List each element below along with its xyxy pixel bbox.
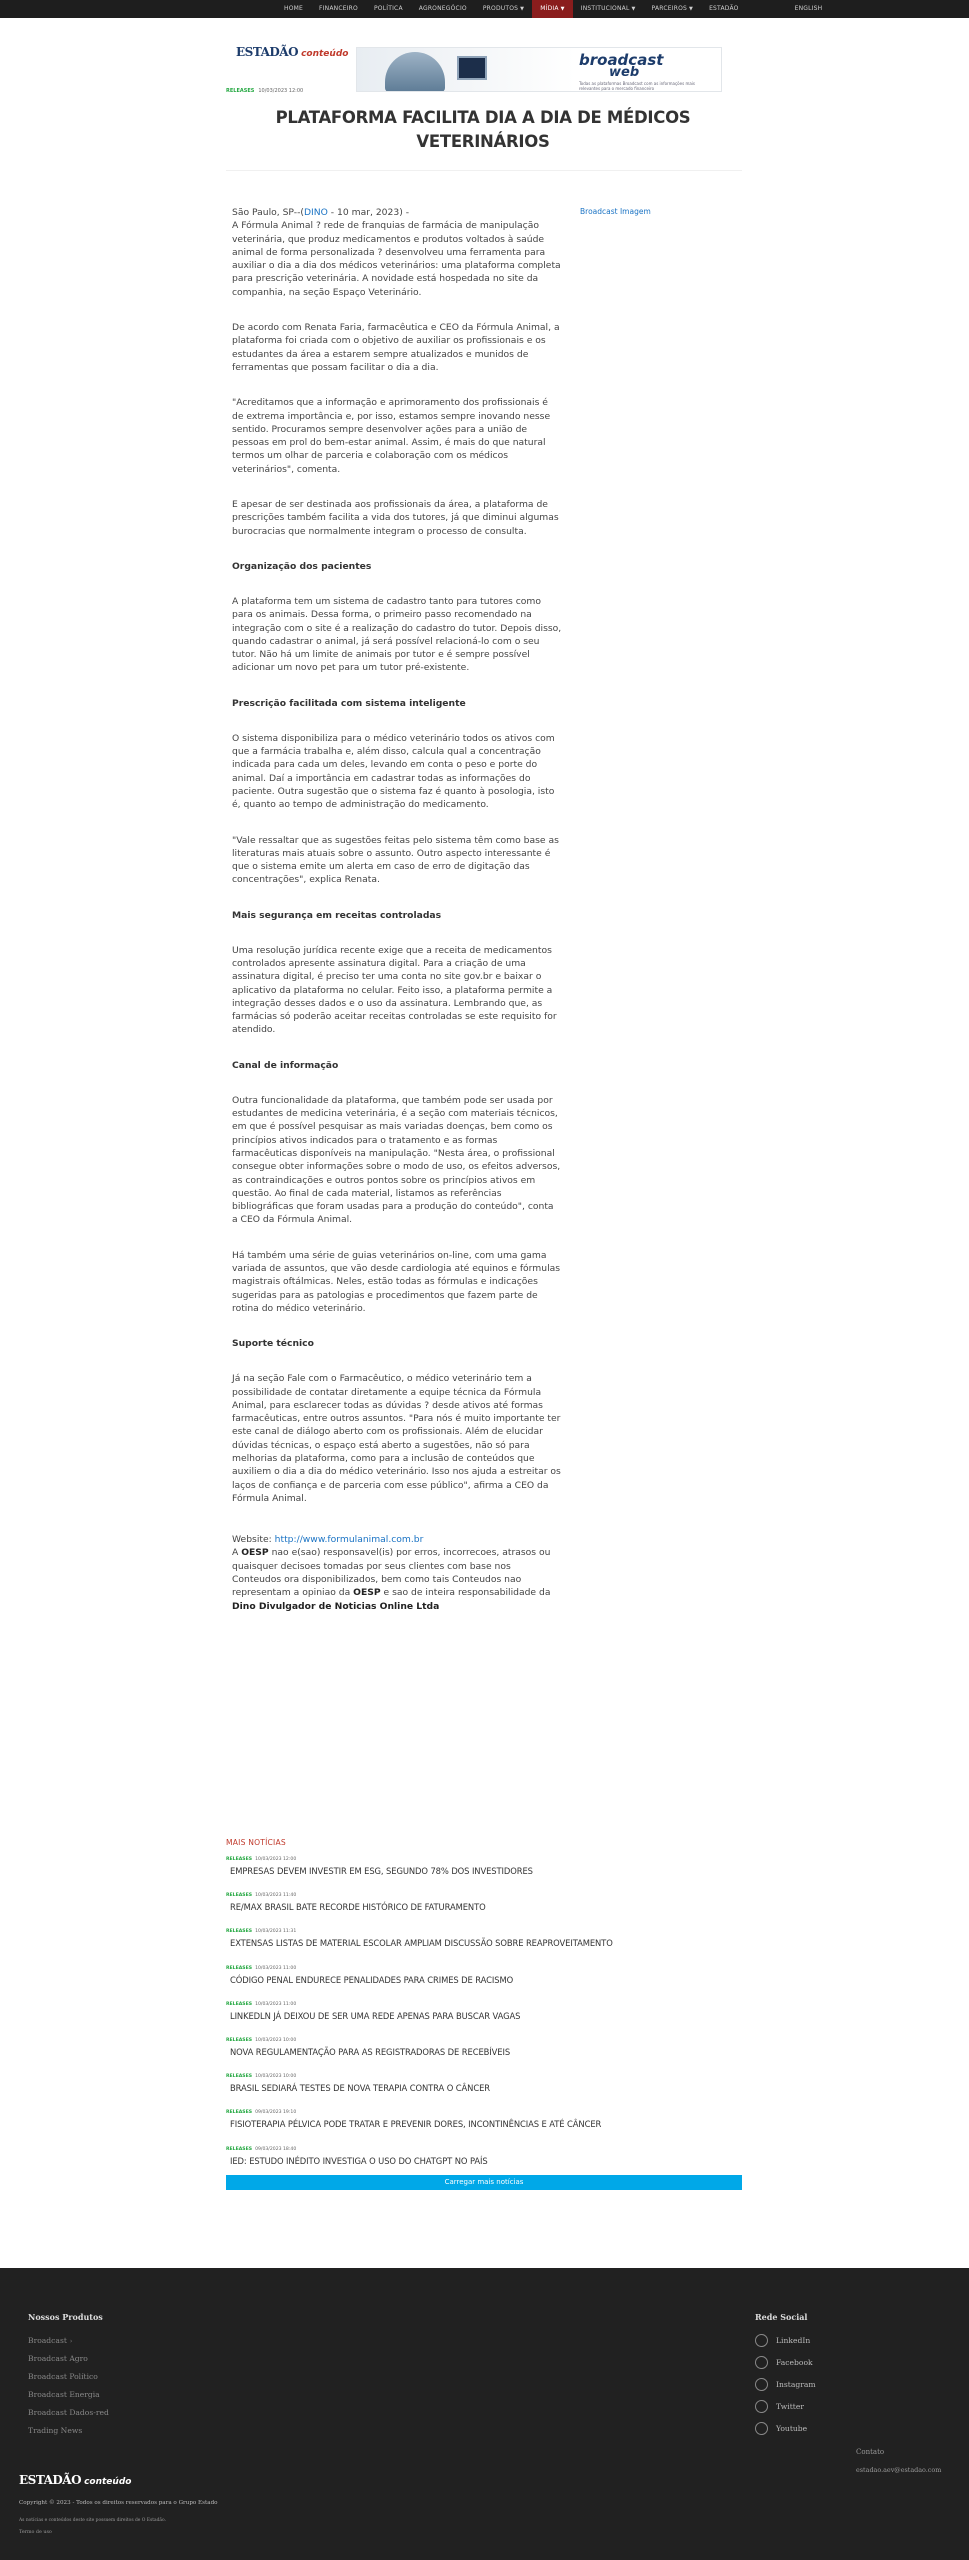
news-headline[interactable]: CÓDIGO PENAL ENDURECE PENALIDADES PARA CRIMES DE RACISMO xyxy=(230,1974,514,1985)
logo-sub: conteúdo xyxy=(84,2477,132,2487)
chevron-right-icon: › xyxy=(69,2338,73,2345)
chevron-down-icon: ▼ xyxy=(689,6,694,12)
nav-label: MÍDIA xyxy=(540,5,559,12)
article-body xyxy=(232,206,562,1635)
article-title: PLATAFORMA FACILITA DIA A DIA DE MÉDICOS VETERINÁRIOS xyxy=(275,108,691,151)
news-date: 10/03/2023 11:40 xyxy=(255,1893,297,1899)
dino-source-link[interactable]: DINO xyxy=(303,207,328,218)
nav-label: INSTITUCIONAL xyxy=(580,5,630,12)
news-item[interactable] xyxy=(226,2147,742,2169)
news-date: 10/03/2023 10:00 xyxy=(255,2074,297,2080)
banner-tagline: Todas as plataformas Broadcast com as informações mais relevantes para o mercado financeiro xyxy=(579,81,695,91)
dateline-prefix: São Paulo, SP--( xyxy=(232,207,304,218)
nav-item-agronegocio[interactable]: AGRONEGÓCIO xyxy=(418,5,467,12)
youtube-icon xyxy=(755,2422,768,2435)
news-meta xyxy=(226,2110,742,2115)
nav-item-english[interactable]: ENGLISH xyxy=(794,5,823,12)
news-meta xyxy=(226,2002,742,2007)
social-title: Rede Social xyxy=(755,2312,808,2322)
news-headline[interactable]: NOVA REGULAMENTAÇÃO PARA AS REGISTRADORAS DE RECEBÍVEIS xyxy=(230,2046,511,2057)
banner-word-broadcast: broadcast xyxy=(579,51,664,69)
paragraph-5: A plataforma tem um sistema de cadastro tanto para tutores como para os animais. Dessa forma, o primeiro passo recomendado na integração com o site é a realização do cadastro do tutor. Depois disso, quando cadastrar o animal, já será possível relacioná-lo com o seu tutor. Não há um limite de animais por tutor e é sempre possível adicionar um novo pet para um tutor pré-existente. xyxy=(232,595,562,674)
article-meta xyxy=(226,88,303,94)
footer-link-broadcast-dados[interactable]: Broadcast Dados-red xyxy=(28,2408,109,2417)
social-label: Facebook xyxy=(776,2358,813,2367)
footer-link-broadcast-agro[interactable]: Broadcast Agro xyxy=(28,2354,88,2363)
news-date: 10/03/2023 11:00 xyxy=(255,2001,297,2007)
news-date: 10/03/2023 12:00 xyxy=(255,1857,297,1862)
paragraph-4: E apesar de ser destinada aos profissionais da área, a plataforma de prescrições também facilita a vida dos tutores, já que diminui algumas burocracias que normalmente integram o processo de consulta. xyxy=(232,499,559,537)
facebook-icon xyxy=(755,2356,768,2369)
news-headline[interactable]: FISIOTERAPIA PÉLVICA PODE TRATAR E PREVENIR DORES, INCONTINÊNCIAS E ATÉ CÂNCER xyxy=(230,2119,602,2130)
news-item[interactable] xyxy=(226,1966,742,2002)
disclaimer-dino: Dino Divulgador de Noticias Online Ltda xyxy=(232,1600,440,1612)
footer-link-broadcast-politico[interactable]: Broadcast Político xyxy=(28,2372,98,2381)
news-item[interactable] xyxy=(226,1857,742,1893)
release-badge[interactable]: RELEASES xyxy=(226,2037,253,2043)
release-badge[interactable]: RELEASES xyxy=(226,2146,253,2152)
article-lead xyxy=(232,206,562,299)
nav-item-produtos[interactable] xyxy=(475,0,532,18)
linkedin-icon xyxy=(755,2334,768,2347)
news-item[interactable] xyxy=(226,2074,742,2110)
release-badge[interactable]: RELEASES xyxy=(226,2110,253,2116)
subheading-prescricao: Prescrição facilitada com sistema inteligente xyxy=(232,697,466,709)
news-headline[interactable]: EMPRESAS DEVEM INVESTIR EM ESG, SEGUNDO 78% DOS INVESTIDORES xyxy=(230,1866,533,1876)
chevron-down-icon: ▼ xyxy=(520,6,525,12)
disclaimer-part-2: nao e(sao) responsavel(is) por erros, incorrecoes, atrasos ou quaisquer decisoes tomadas por seus clientes com base nos Conteudos ora disponibilizados, bem como tais Conteudos nao representam a opiniao da xyxy=(232,1547,551,1599)
twitter-icon xyxy=(755,2400,768,2413)
news-meta xyxy=(226,2074,742,2079)
nav-item-home[interactable]: HOME xyxy=(284,5,304,12)
news-item[interactable] xyxy=(226,2002,742,2038)
paragraph-1: A Fórmula Animal ? rede de franquias de farmácia de manipulação veterinária, que produz medicamentos e produtos voltados à saúde animal de forma personalizada ? desenvolveu uma ferramenta para auxiliar o dia a dia dos médicos veterinários: uma plataforma completa para prescrição veterinária. A novidade está hospedada no site da companhia, na seção Espaço Veterinário. xyxy=(232,220,561,298)
news-headline[interactable]: LINKEDLN JÁ DEIXOU DE SER UMA REDE APENAS PARA BUSCAR VAGAS xyxy=(230,2010,521,2021)
social-facebook[interactable] xyxy=(755,2356,813,2369)
news-date: 10/03/2023 11:00 xyxy=(255,1965,297,1971)
top-navigation xyxy=(0,0,969,18)
news-item[interactable] xyxy=(226,1929,742,1965)
release-badge[interactable]: RELEASES xyxy=(226,1929,253,1935)
paragraph-8: Uma resolução jurídica recente exige que a receita de medicamentos controlados apresente assinatura digital. Para a criação de uma assinatura digital, é preciso ter uma conta no site gov.br e baixar o aplicativo da plataforma no celular. Feito isso, a plataforma permite a integração desses dados e o uso da assinatura. Lembrando que, as farmácias só poderão aceitar receitas controladas se este requisito for atendido. xyxy=(232,944,557,1036)
paragraph-2: De acordo com Renata Faria, farmacêutica e CEO da Fórmula Animal, a plataforma foi criada com o objetivo de auxiliar os profissionais e os estudantes da área a estarem sempre atualizados e munidos de ferramentas que possam facilitar o dia a dia. xyxy=(232,322,560,373)
social-label: LinkedIn xyxy=(776,2336,811,2345)
news-meta xyxy=(226,1966,742,1971)
chevron-down-icon: ▼ xyxy=(631,6,636,12)
social-youtube[interactable] xyxy=(755,2422,807,2435)
dateline-suffix: - 10 mar, 2023) - xyxy=(327,207,410,218)
contact-label: Contato xyxy=(856,2448,885,2456)
news-meta xyxy=(226,1893,742,1898)
fine-print-text: As notícias e conteúdos deste site possuem direitos de O Estadão. xyxy=(19,2518,166,2523)
footer-link-trading-news[interactable]: Trading News xyxy=(28,2426,83,2435)
paragraph-3: "Acreditamos que a informação e aprimoramento dos profissionais é de extrema importância e, por isso, estamos sempre inovando nesse sentido. Procuramos sempre desenvolver ações para a união de pessoas em prol do bem-estar animal. Assim, é mais do que natural termos um olhar de parceria e colaboração com os médicos veterinários", comenta. xyxy=(232,397,551,475)
website-label: Website: xyxy=(232,1534,275,1546)
release-badge[interactable]: RELEASES xyxy=(226,1857,253,1862)
logo-main: ESTADÃO xyxy=(19,2473,82,2487)
social-label: Twitter xyxy=(776,2402,804,2411)
news-headline[interactable]: IED: ESTUDO INÉDITO INVESTIGA O USO DO CHATGPT NO PAÍS xyxy=(230,2155,488,2166)
banner-word-web: web xyxy=(609,65,640,80)
news-date: 10/03/2023 11:31 xyxy=(255,1929,297,1935)
news-meta xyxy=(226,2147,742,2152)
nav-item-estadao[interactable]: ESTADÃO xyxy=(709,5,739,12)
release-badge[interactable]: RELEASES xyxy=(226,88,255,94)
disclaimer-part-3: e sao de inteira responsabilidade da xyxy=(380,1587,551,1599)
subheading-suporte: Suporte técnico xyxy=(232,1338,314,1350)
disclaimer-part-1: A xyxy=(232,1547,242,1559)
footer-logo[interactable] xyxy=(19,2473,131,2487)
news-headline[interactable]: BRASIL SEDIARÁ TESTES DE NOVA TERAPIA CONTRA O CÂNCER xyxy=(230,2083,490,2094)
paragraph-10: Há também uma série de guias veterinários on-line, com uma gama variada de assuntos, que vão desde cardiologia até equinos e fórmulas magistrais oftálmicas. Neles, estão todas as fórmulas e indicações sugeridas para as patologias e procedimentos que fazem parte de rotina do médico veterinário. xyxy=(232,1249,561,1314)
estadao-conteudo-logo[interactable] xyxy=(236,45,348,59)
nav-label: PRODUTOS xyxy=(482,5,519,12)
disclaimer-oesp: OESP xyxy=(241,1547,269,1559)
subheading-seguranca: Mais segurança em receitas controladas xyxy=(232,909,442,921)
release-badge[interactable]: RELEASES xyxy=(226,1965,253,1971)
news-meta xyxy=(226,2038,742,2043)
nav-item-midia[interactable] xyxy=(532,0,573,18)
logo-sub: conteúdo xyxy=(301,49,349,59)
social-twitter[interactable] xyxy=(755,2400,804,2413)
news-headline[interactable]: RE/MAX BRASIL BATE RECORDE HISTÓRICO DE FATURAMENTO xyxy=(230,1902,486,1913)
release-badge[interactable]: RELEASES xyxy=(226,2074,253,2080)
news-meta xyxy=(226,1929,742,1934)
news-headline[interactable]: EXTENSAS LISTAS DE MATERIAL ESCOLAR AMPLIAM DISCUSSÃO SOBRE REAPROVEITAMENTO xyxy=(230,1938,613,1949)
terms-link[interactable]: Termo de uso xyxy=(19,2530,52,2535)
news-date: 10/03/2023 10:00 xyxy=(255,2037,297,2043)
article-date: 10/03/2023 12:00 xyxy=(258,88,304,94)
title-divider xyxy=(226,170,742,171)
release-badge[interactable]: RELEASES xyxy=(226,2001,253,2007)
news-item[interactable] xyxy=(226,2038,742,2074)
paragraph-6: O sistema disponibiliza para o médico veterinário todos os ativos com que a farmácia trabalha e, além disso, calcula qual a concentração indicada para cada um deles, levando em conta o peso e porte do animal. Daí a importância em cadastrar todas as informações do paciente. Outra sugestão que o sistema faz é quanto à posologia, isto é, quanto ao tempo de administração do medicamento. xyxy=(232,732,555,811)
more-news-header: MAIS NOTÍCIAS xyxy=(226,1838,286,1847)
news-meta xyxy=(226,1857,742,1862)
release-badge[interactable]: RELEASES xyxy=(226,1893,253,1899)
site-footer xyxy=(0,2268,969,2560)
nav-item-institucional[interactable] xyxy=(573,0,644,18)
social-instagram[interactable] xyxy=(755,2378,816,2391)
products-title: Nossos Produtos xyxy=(28,2312,103,2322)
news-date: 09/03/2023 19:10 xyxy=(255,2110,297,2116)
more-news-section xyxy=(226,1838,742,2190)
contact-email-link[interactable]: estadao.aev@estadao.com xyxy=(856,2466,942,2474)
chevron-down-icon: ▼ xyxy=(560,6,565,12)
instagram-icon xyxy=(755,2378,768,2391)
nav-item-financeiro[interactable]: FINANCEIRO xyxy=(319,5,358,12)
broadcast-web-banner[interactable] xyxy=(356,47,722,92)
footer-link-label: Broadcast xyxy=(28,2336,67,2345)
social-linkedin[interactable] xyxy=(755,2334,810,2347)
image-credit-link[interactable]: Broadcast Imagem xyxy=(580,207,651,216)
news-date: 09/03/2023 18:40 xyxy=(255,2146,297,2152)
logo-main: ESTADÃO xyxy=(236,45,299,59)
website-link[interactable]: http://www.formulanimal.com.br xyxy=(274,1534,424,1546)
social-label: Youtube xyxy=(776,2424,808,2433)
website-and-disclaimer xyxy=(232,1533,562,1613)
paragraph-7: "Vale ressaltar que as sugestões feitas pelo sistema têm como base as literaturas mais atuais sobre o assunto. Outro aspecto interessante é que o sistema emite um alerta em caso de erro de digitação das concentrações", explica Renata. xyxy=(232,834,559,886)
news-item[interactable] xyxy=(226,2110,742,2146)
subheading-organizacao: Organização dos pacientes xyxy=(232,560,372,572)
copyright-text: Copyright © 2023 - Todos os direitos reservados para o Grupo Estado xyxy=(19,2500,218,2506)
banner-screen-image xyxy=(457,56,487,80)
news-item[interactable] xyxy=(226,1893,742,1929)
nav-label: PARCEIROS xyxy=(651,5,688,12)
paragraph-11: Já na seção Fale com o Farmacêutico, o médico veterinário tem a possibilidade de contatar diretamente a equipe técnica da Fórmula Animal, para esclarecer todas as dúvidas ? desde ativos até formas farmacêuticas, entre outros assuntos. "Para nós é muito importante ter este canal de diálogo aberto com os profissionais. Além de elucidar dúvidas técnicas, o espaço está aberto a sugestões, não só para melhorias da plataforma, como para a inclusão de conteúdos que auxiliem o dia a dia do médico veterinário. Isso nos ajuda a estreitar os laços de confiança e de parceria com esse público", afirma a CEO da Fórmula Animal. xyxy=(232,1373,561,1504)
disclaimer-oesp: OESP xyxy=(353,1587,381,1599)
nav-item-parceiros[interactable] xyxy=(644,0,702,18)
footer-link-broadcast-energia[interactable]: Broadcast Energia xyxy=(28,2390,100,2399)
load-more-news-button[interactable]: Carregar mais notícias xyxy=(226,2175,742,2190)
footer-link-broadcast[interactable] xyxy=(28,2336,72,2345)
banner-person-image xyxy=(385,52,445,92)
paragraph-9: Outra funcionalidade da plataforma, que também pode ser usada por estudantes de medicina veterinária, é a seção com materiais técnicos, em que é possível pesquisar as mais variadas doenças, bem como os princípios ativos indicados para o tratamento e as formas farmacêuticas disponíveis na manipulação. "Nesta área, o profissional consegue obter informações sobre o modo de uso, os efeitos adversos, as contraindicações e outros pontos sobre os princípios ativos em questão. Ao final de cada material, listamos as referências bibliográficas que foram usadas para a produção do conteúdo", conta a CEO da Fórmula Animal. xyxy=(232,1094,561,1226)
social-label: Instagram xyxy=(776,2380,816,2389)
nav-item-politica[interactable]: POLÍTICA xyxy=(373,5,403,12)
subheading-canal: Canal de informação xyxy=(232,1059,339,1071)
